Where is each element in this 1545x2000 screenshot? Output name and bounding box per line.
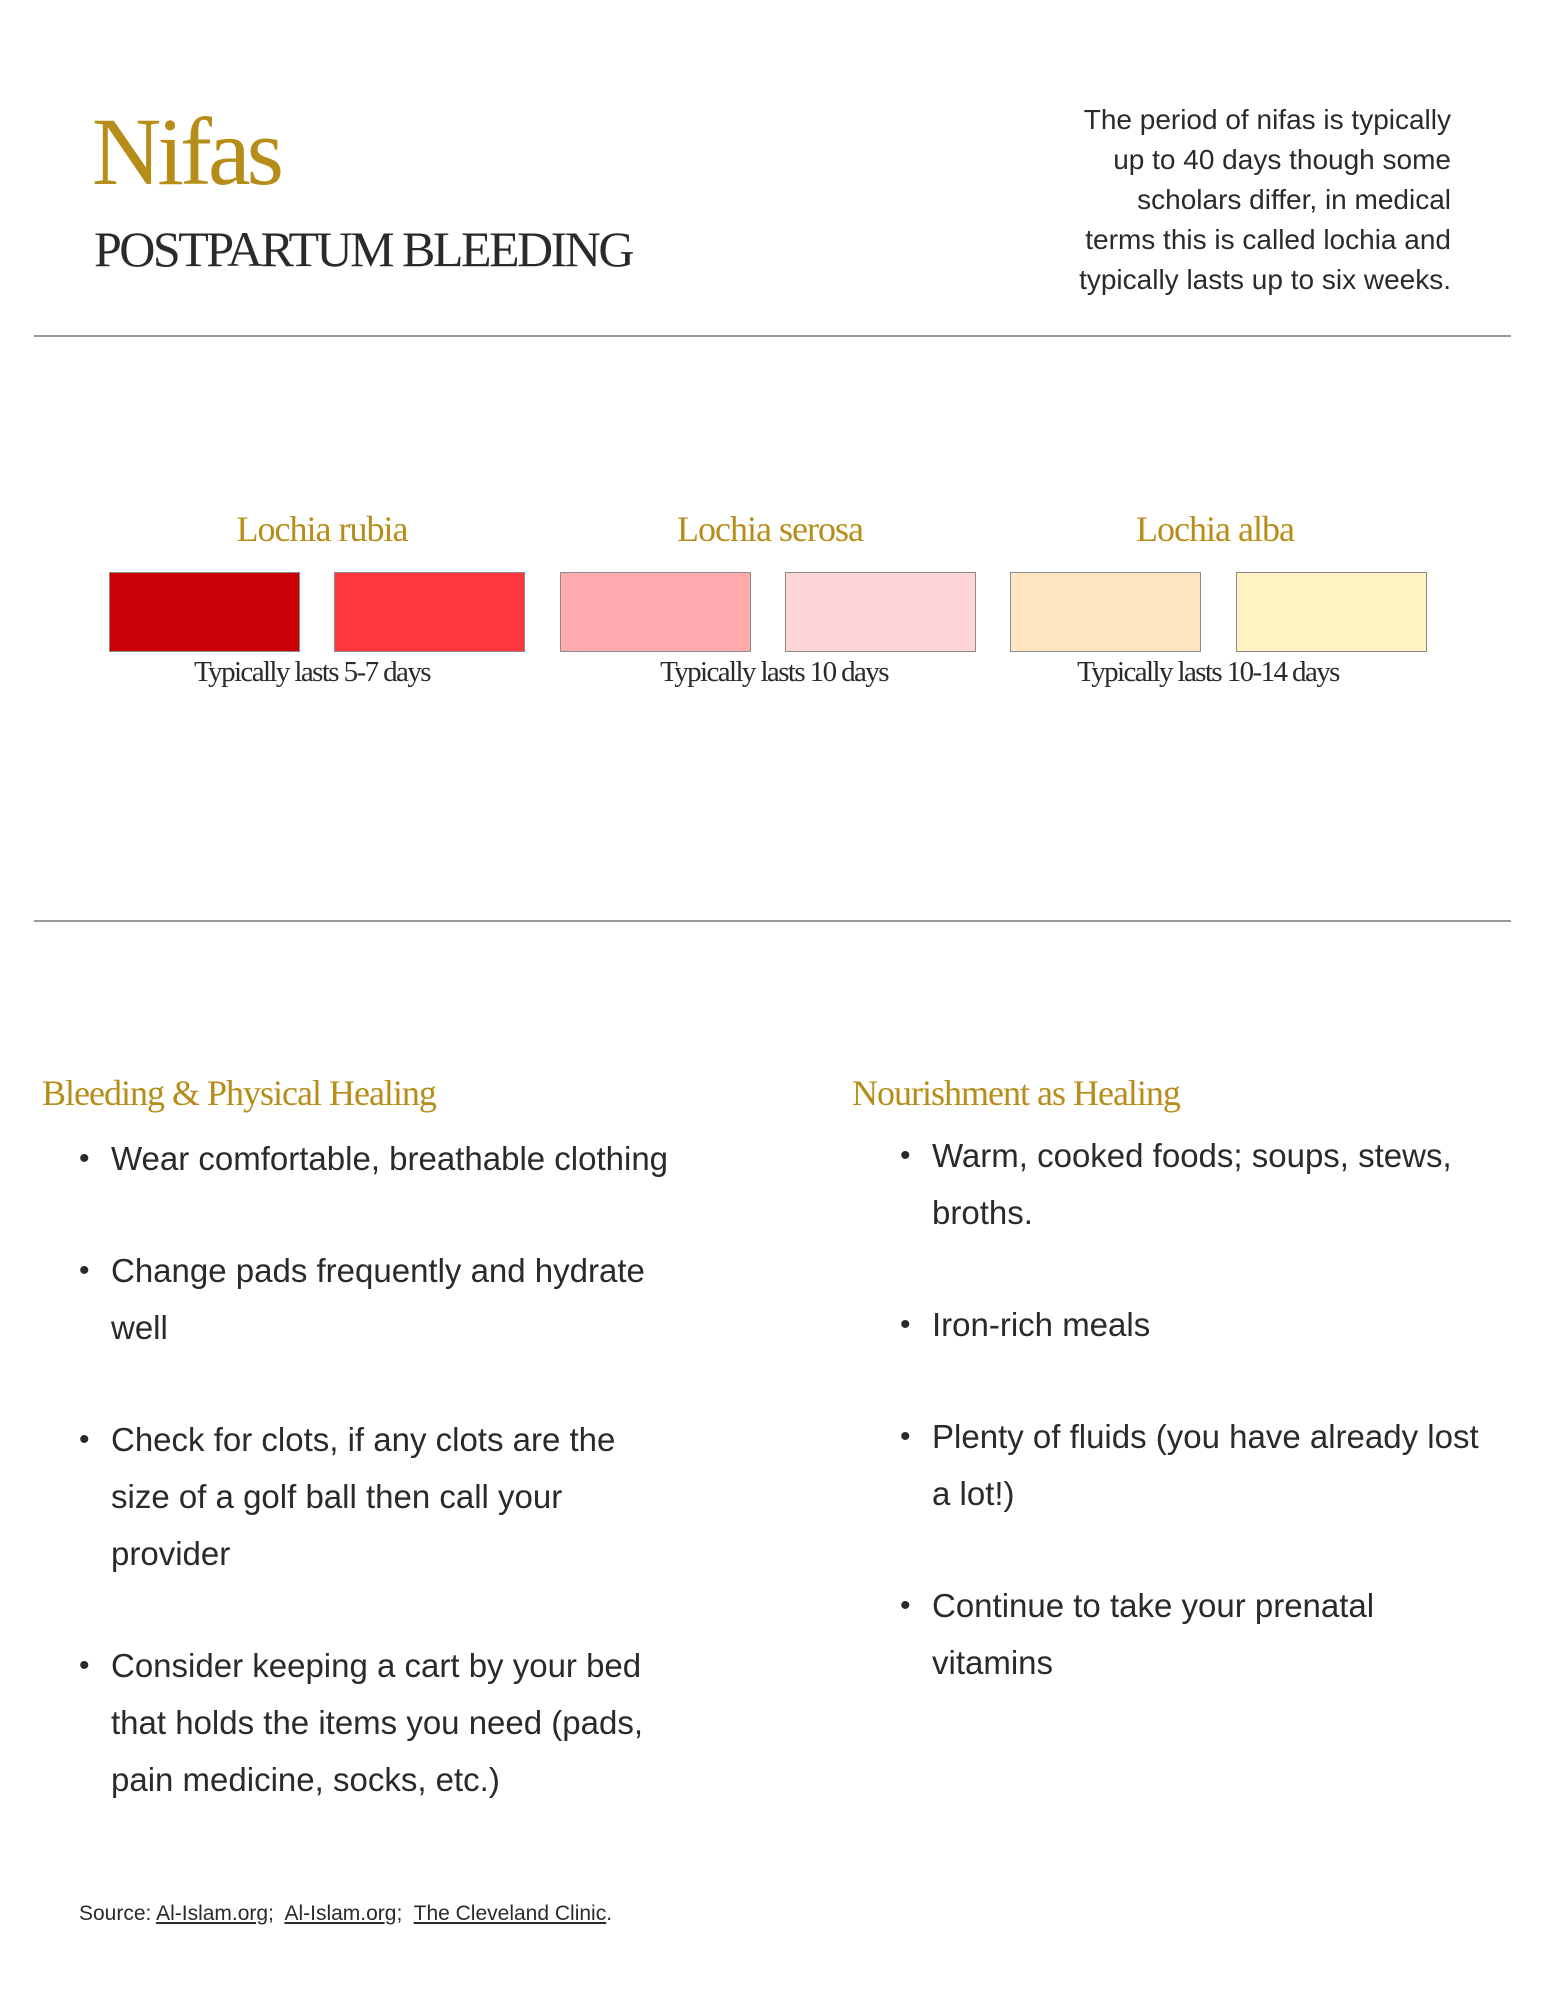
list-item-line: that holds the items you need (pads,: [111, 1704, 643, 1741]
list-item: [900, 1127, 1532, 1241]
color-swatch-alba-2: [1236, 572, 1427, 652]
stage-title-rubia: Lochia rubia: [236, 509, 408, 549]
color-swatch-serosa-2: [785, 572, 976, 652]
bullet-icon: •: [79, 1649, 90, 1682]
intro-line: scholars differ, in medical: [1137, 184, 1451, 215]
page-subtitle: POSTPARTUM BLEEDING: [94, 221, 632, 277]
intro-line: terms this is called lochia and: [1085, 224, 1451, 255]
list-item: [79, 1242, 711, 1356]
nourishment-list: [900, 1127, 1532, 1691]
color-swatch-rubia-2: [334, 572, 525, 652]
list-item: [79, 1130, 711, 1187]
list-item-line: Wear comfortable, breathable clothing: [111, 1140, 669, 1177]
intro-line: typically lasts up to six weeks.: [1079, 264, 1451, 295]
intro-paragraph: [1031, 100, 1451, 300]
list-item-line: broths.: [932, 1194, 1033, 1231]
list-item: [79, 1637, 711, 1808]
stage-duration-rubia: Typically lasts 5-7 days: [194, 656, 430, 688]
source-citation: [79, 1902, 612, 1926]
list-item-line: Check for clots, if any clots are the: [111, 1421, 616, 1458]
list-item-line: Continue to take your prenatal: [932, 1587, 1375, 1624]
source-separator: ;: [396, 1902, 403, 1925]
list-item-line: well: [111, 1309, 168, 1346]
bullet-icon: •: [900, 1589, 911, 1622]
list-item: [900, 1408, 1532, 1522]
list-item-line: a lot!): [932, 1475, 1015, 1512]
bullet-icon: •: [900, 1139, 911, 1172]
list-item-line: Change pads frequently and hydrate: [111, 1252, 645, 1289]
stage-title-serosa: Lochia serosa: [677, 509, 863, 549]
source-separator: ;: [268, 1902, 274, 1925]
section-title-bleeding: Bleeding & Physical Healing: [42, 1073, 436, 1113]
bleeding-list: [79, 1130, 711, 1808]
bullet-icon: •: [900, 1308, 911, 1341]
source-label: Source:: [79, 1902, 152, 1925]
divider-middle: [34, 920, 1511, 922]
list-item-line: provider: [111, 1535, 231, 1572]
list-item-line: Warm, cooked foods; soups, stews,: [932, 1137, 1452, 1174]
bullet-icon: •: [79, 1423, 90, 1456]
list-item-line: Consider keeping a cart by your bed: [111, 1647, 642, 1684]
page-title: Nifas: [92, 98, 280, 205]
intro-line: The period of nifas is typically: [1083, 104, 1451, 135]
bullet-icon: •: [79, 1254, 90, 1287]
list-item-line: size of a golf ball then call your: [111, 1478, 563, 1515]
list-item: [79, 1411, 711, 1582]
source-link-cleveland-clinic[interactable]: The Cleveland Clinic: [413, 1902, 607, 1925]
bullet-icon: •: [900, 1420, 911, 1453]
color-swatch-alba-1: [1010, 572, 1201, 652]
list-item: [900, 1577, 1532, 1691]
list-item-line: pain medicine, socks, etc.): [111, 1761, 500, 1798]
section-title-nourishment: Nourishment as Healing: [852, 1073, 1180, 1113]
color-swatch-rubia-1: [109, 572, 300, 652]
stage-duration-alba: Typically lasts 10-14 days: [1077, 656, 1339, 688]
source-end: .: [606, 1902, 613, 1925]
source-link-al-islam-1[interactable]: Al-Islam.org: [156, 1902, 269, 1925]
intro-line: up to 40 days though some: [1113, 144, 1451, 175]
list-item-line: Iron-rich meals: [932, 1306, 1151, 1343]
color-swatch-serosa-1: [560, 572, 751, 652]
list-item-line: vitamins: [932, 1644, 1054, 1681]
divider-top: [34, 335, 1511, 337]
stage-title-alba: Lochia alba: [1136, 509, 1294, 549]
stage-duration-serosa: Typically lasts 10 days: [660, 656, 888, 688]
source-link-al-islam-2[interactable]: Al-Islam.org: [284, 1902, 397, 1925]
list-item-line: Plenty of fluids (you have already lost: [932, 1418, 1479, 1455]
list-item: [900, 1296, 1532, 1353]
bullet-icon: •: [79, 1142, 90, 1175]
